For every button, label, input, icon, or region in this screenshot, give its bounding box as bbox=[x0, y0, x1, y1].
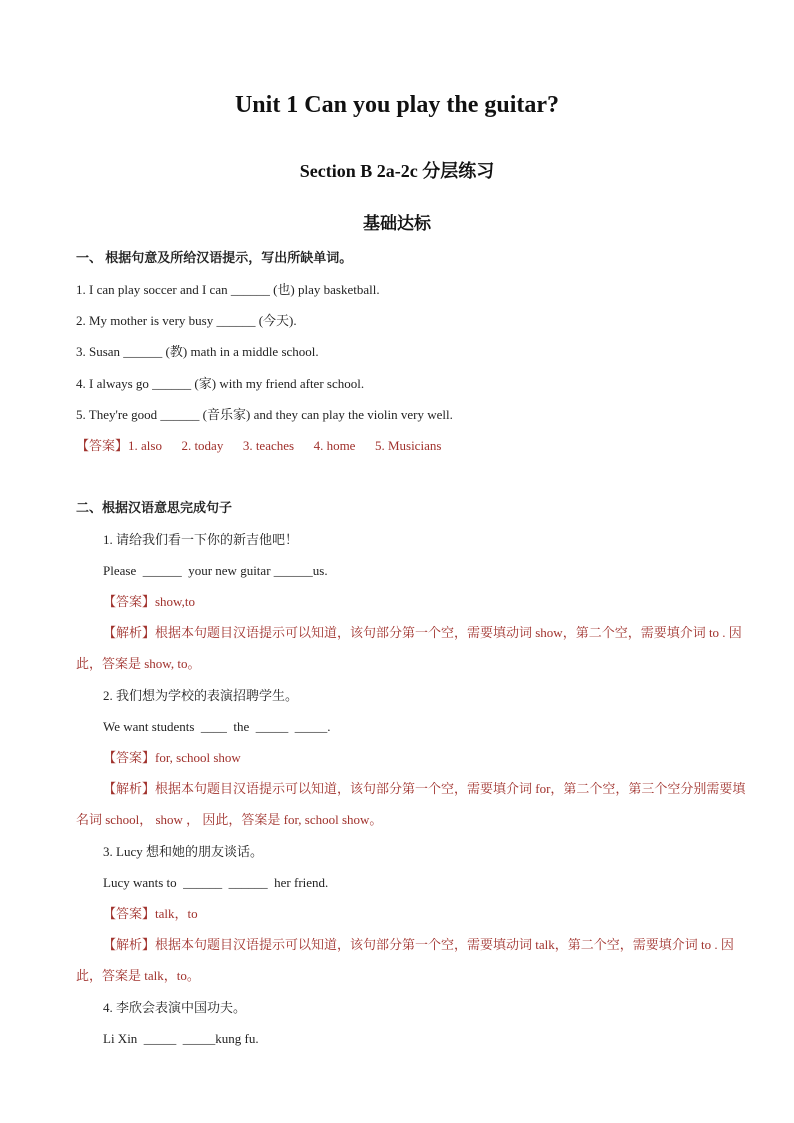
question-cn: 1. 请给我们看一下你的新吉他吧！ bbox=[103, 532, 299, 547]
question-cn: 3. Lucy 想和她的朋友谈话。 bbox=[103, 844, 263, 859]
question-en: Lucy wants to ______ ______ her friend. bbox=[103, 875, 329, 890]
level-heading: 基础达标 bbox=[363, 214, 431, 233]
part2-heading: 二、根据汉语意思完成句子 bbox=[76, 500, 233, 515]
part1-heading: 一、 根据句意及所给汉语提示，写出所缺单词。 bbox=[76, 250, 353, 265]
part1-answer: 【答案】1. also 2. today 3. teaches 4. home 5. Musicians bbox=[76, 438, 442, 453]
question-en: We want students ____ the _____ _____. bbox=[103, 719, 331, 734]
question-en: Please ______ your new guitar ______us. bbox=[103, 563, 328, 578]
section-subtitle: Section B 2a-2c 分层练习 bbox=[299, 161, 495, 181]
answer-text: 【答案】talk，to bbox=[103, 906, 198, 921]
question-en: Li Xin _____ _____kung fu. bbox=[103, 1031, 259, 1046]
question-cn: 2. 我们想为学校的表演招聘学生。 bbox=[103, 688, 299, 703]
analysis-text: 【解析】根据本句题目汉语提示可以知道，该句部分第一个空，需要填动词 talk，第二个空，需要填介词 to . 因此，答案是 talk，to。 bbox=[76, 937, 734, 983]
part1-item: 5. They're good ______ (音乐家) and they can play the violin very well. bbox=[76, 407, 453, 422]
part1-item: 4. I always go ______ (家) with my friend after school. bbox=[76, 376, 365, 391]
question-cn: 4. 李欣会表演中国功夫。 bbox=[103, 1000, 247, 1015]
part1-item: 2. My mother is very busy ______ (今天). bbox=[76, 313, 297, 328]
part1-item: 3. Susan ______ (教) math in a middle school. bbox=[76, 344, 319, 359]
answer-text: 【答案】for, school show bbox=[103, 750, 241, 765]
part1-item: 1. I can play soccer and I can ______ (也) play basketball. bbox=[76, 282, 380, 297]
page-title: Unit 1 Can you play the guitar? bbox=[234, 92, 560, 118]
analysis-text: 【解析】根据本句题目汉语提示可以知道，该句部分第一个空，需要填动词 show，第二个空，需要填介词 to . 因此，答案是 show, to。 bbox=[76, 625, 742, 671]
answer-text: 【答案】show,to bbox=[103, 594, 195, 609]
analysis-text: 【解析】根据本句题目汉语提示可以知道，该句部分第一个空，需要填介词 for，第二个空，第三个空分别需要填名词 school， show ， 因此，答案是 for, school show。 bbox=[76, 781, 746, 827]
